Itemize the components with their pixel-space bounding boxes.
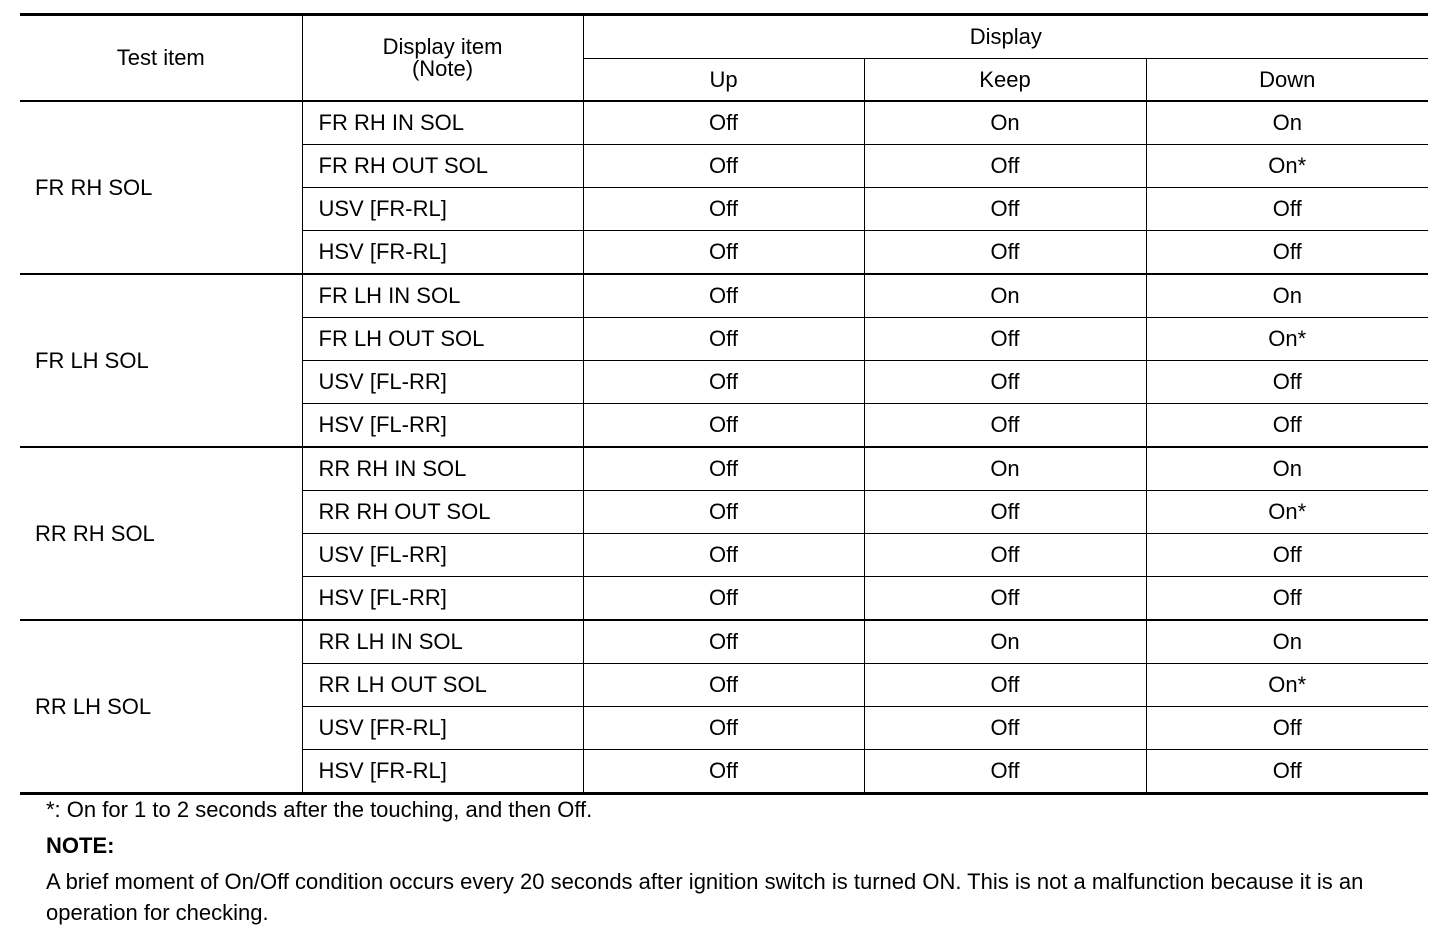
- display-item-cell: FR LH IN SOL: [302, 274, 583, 318]
- down-value-cell: On*: [1146, 318, 1428, 361]
- up-value-cell: Off: [583, 318, 864, 361]
- table-row: [20, 274, 1428, 318]
- down-value-cell: Off: [1146, 231, 1428, 275]
- keep-value-cell: Off: [864, 707, 1146, 750]
- header-display-item-note: (Note): [411, 56, 474, 81]
- table-row: [20, 101, 1428, 145]
- display-item-cell: FR LH OUT SOL: [302, 318, 583, 361]
- display-item-cell: USV [FL-RR]: [302, 361, 583, 404]
- display-item-cell: USV [FL-RR]: [302, 534, 583, 577]
- up-value-cell: Off: [583, 750, 864, 794]
- keep-value-cell: Off: [864, 577, 1146, 621]
- keep-value-cell: Off: [864, 318, 1146, 361]
- up-value-cell: Off: [583, 145, 864, 188]
- header-display: Display: [583, 15, 1428, 59]
- test-item-cell: RR RH SOL: [20, 447, 302, 620]
- up-value-cell: Off: [583, 620, 864, 664]
- keep-value-cell: Off: [864, 231, 1146, 275]
- header-down: Down: [1146, 59, 1428, 102]
- keep-value-cell: On: [864, 274, 1146, 318]
- header-test-item: Test item: [20, 15, 302, 102]
- display-item-cell: HSV [FL-RR]: [302, 577, 583, 621]
- note-heading: NOTE:: [46, 833, 115, 858]
- up-value-cell: Off: [583, 534, 864, 577]
- up-value-cell: Off: [583, 577, 864, 621]
- test-item-cell: FR LH SOL: [20, 274, 302, 447]
- keep-value-cell: On: [864, 447, 1146, 491]
- down-value-cell: Off: [1146, 750, 1428, 794]
- header-display-item-line1: Display item: [382, 34, 503, 59]
- up-value-cell: Off: [583, 404, 864, 448]
- notes-section: [46, 794, 1431, 928]
- up-value-cell: Off: [583, 274, 864, 318]
- keep-value-cell: On: [864, 620, 1146, 664]
- display-item-cell: USV [FR-RL]: [302, 707, 583, 750]
- up-value-cell: Off: [583, 447, 864, 491]
- test-item-cell: RR LH SOL: [20, 620, 302, 794]
- down-value-cell: On: [1146, 620, 1428, 664]
- display-item-cell: RR RH OUT SOL: [302, 491, 583, 534]
- down-value-cell: On*: [1146, 145, 1428, 188]
- test-item-cell: FR RH SOL: [20, 101, 302, 274]
- up-value-cell: Off: [583, 188, 864, 231]
- down-value-cell: Off: [1146, 188, 1428, 231]
- keep-value-cell: Off: [864, 404, 1146, 448]
- down-value-cell: On: [1146, 274, 1428, 318]
- display-item-cell: HSV [FR-RL]: [302, 750, 583, 794]
- keep-value-cell: Off: [864, 491, 1146, 534]
- display-item-cell: RR LH OUT SOL: [302, 664, 583, 707]
- table-row: [20, 447, 1428, 491]
- keep-value-cell: Off: [864, 664, 1146, 707]
- table-row: [20, 620, 1428, 664]
- up-value-cell: Off: [583, 101, 864, 145]
- down-value-cell: On*: [1146, 491, 1428, 534]
- display-item-cell: HSV [FR-RL]: [302, 231, 583, 275]
- down-value-cell: Off: [1146, 404, 1428, 448]
- keep-value-cell: Off: [864, 145, 1146, 188]
- down-value-cell: Off: [1146, 361, 1428, 404]
- header-display-item: [302, 15, 583, 102]
- down-value-cell: On: [1146, 101, 1428, 145]
- display-item-cell: FR RH IN SOL: [302, 101, 583, 145]
- display-item-cell: RR RH IN SOL: [302, 447, 583, 491]
- keep-value-cell: Off: [864, 188, 1146, 231]
- up-value-cell: Off: [583, 707, 864, 750]
- up-value-cell: Off: [583, 491, 864, 534]
- display-item-cell: RR LH IN SOL: [302, 620, 583, 664]
- down-value-cell: Off: [1146, 707, 1428, 750]
- display-item-cell: HSV [FL-RR]: [302, 404, 583, 448]
- solenoid-display-table: [20, 13, 1428, 795]
- down-value-cell: On*: [1146, 664, 1428, 707]
- display-item-cell: FR RH OUT SOL: [302, 145, 583, 188]
- keep-value-cell: On: [864, 101, 1146, 145]
- table-body: [20, 101, 1428, 794]
- header-up: Up: [583, 59, 864, 102]
- up-value-cell: Off: [583, 231, 864, 275]
- display-item-cell: USV [FR-RL]: [302, 188, 583, 231]
- down-value-cell: Off: [1146, 534, 1428, 577]
- up-value-cell: Off: [583, 361, 864, 404]
- down-value-cell: Off: [1146, 577, 1428, 621]
- down-value-cell: On: [1146, 447, 1428, 491]
- up-value-cell: Off: [583, 664, 864, 707]
- keep-value-cell: Off: [864, 750, 1146, 794]
- footnote: *: On for 1 to 2 seconds after the touching, and then Off.: [46, 797, 593, 822]
- note-body: A brief moment of On/Off condition occurs every 20 seconds after ignition switch is turned ON. This is not a malfunction because it is an operation for checking.: [46, 869, 1364, 925]
- keep-value-cell: Off: [864, 361, 1146, 404]
- keep-value-cell: Off: [864, 534, 1146, 577]
- header-keep: Keep: [864, 59, 1146, 102]
